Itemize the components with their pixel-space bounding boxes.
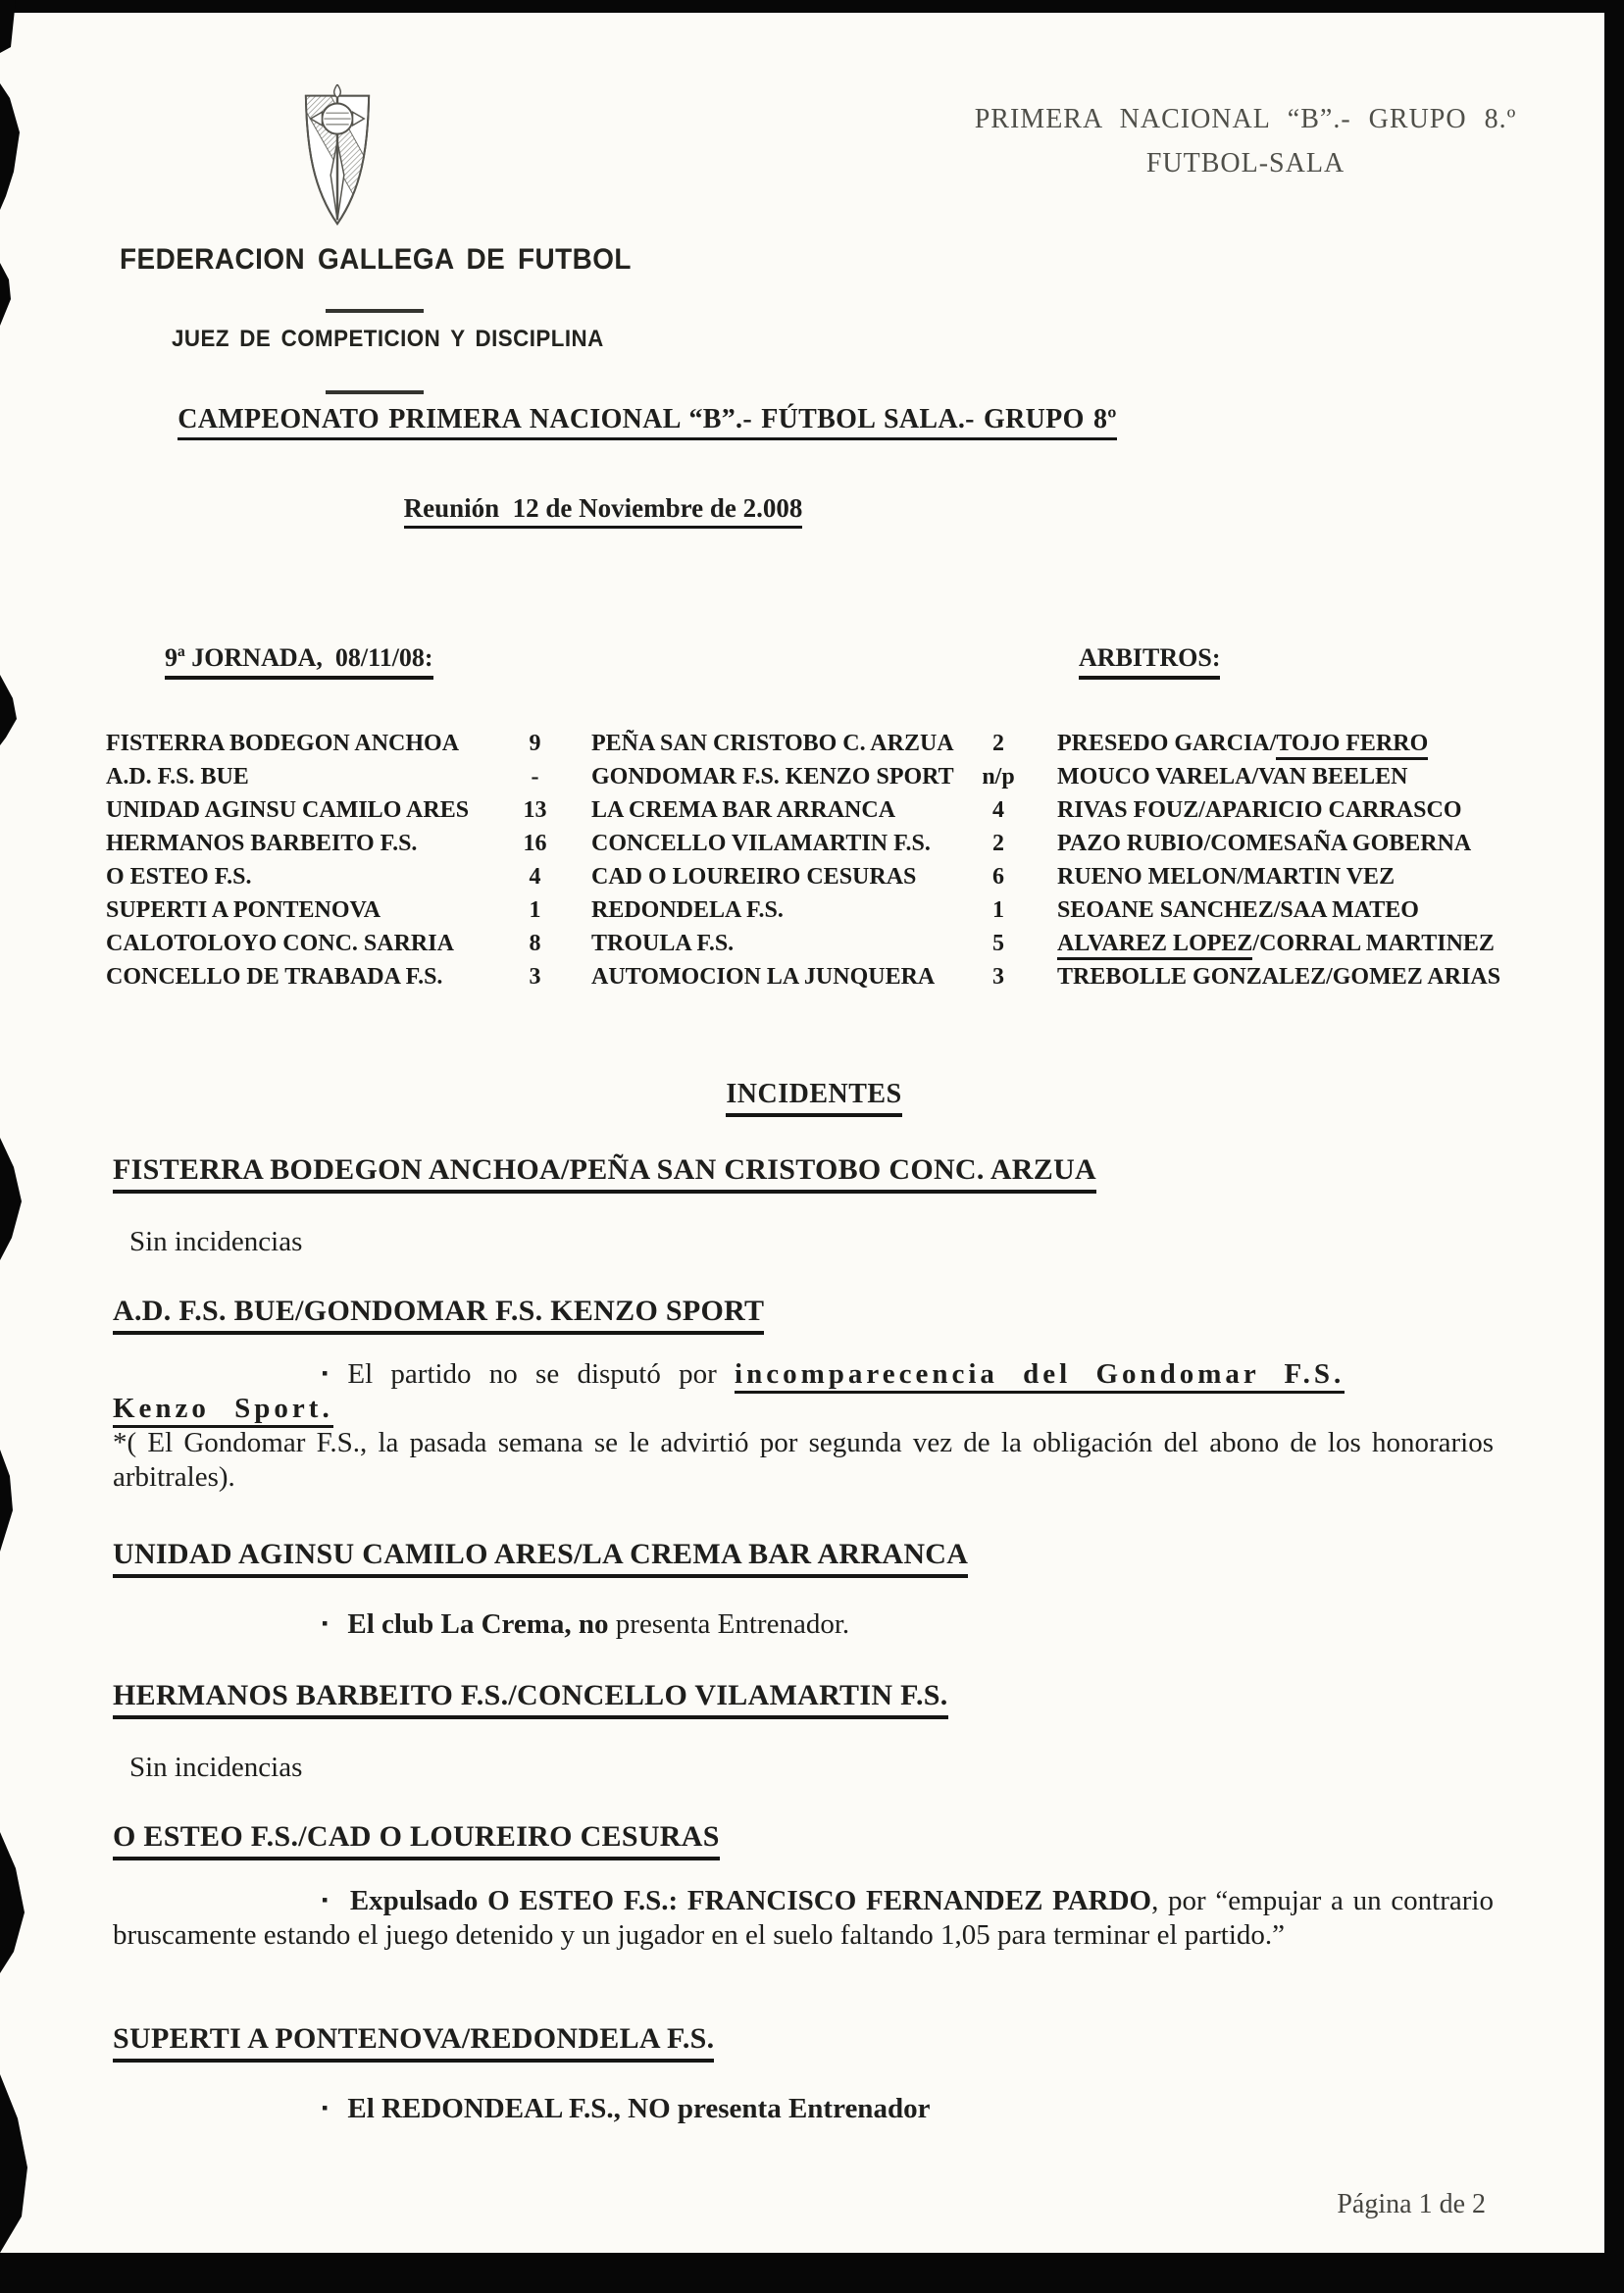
result-row bbox=[106, 827, 1508, 860]
away-team: GONDOMAR F.S. KENZO SPORT bbox=[591, 763, 954, 790]
referee-name: RUENO MELON/MARTIN VEZ bbox=[1057, 863, 1396, 890]
incident-section-heading-text: SUPERTI A PONTENOVA/REDONDELA F.S. bbox=[113, 2022, 714, 2063]
away-score: 3 bbox=[992, 963, 1004, 990]
incident-paragraph bbox=[113, 1356, 1494, 1426]
referee-pair bbox=[1057, 964, 1508, 991]
away-score: 5 bbox=[992, 930, 1004, 956]
home-score: 9 bbox=[529, 730, 541, 756]
referee-name: MOUCO VARELA/VAN BEELEN bbox=[1057, 763, 1408, 790]
document-title-text: CAMPEONATO PRIMERA NACIONAL “B”.- FÚTBOL SALA.- GRUPO 8º bbox=[178, 404, 1117, 440]
away-score: 2 bbox=[992, 730, 1004, 756]
meeting-date-text: Reunión 12 de Noviembre de 2.008 bbox=[404, 493, 803, 529]
home-team: HERMANOS BARBEITO F.S. bbox=[106, 830, 418, 856]
incident-text-bold: El REDONDEAL F.S., NO presenta Entrenador bbox=[347, 2093, 931, 2124]
home-score: 8 bbox=[529, 930, 541, 956]
incident-body bbox=[113, 1606, 1494, 1642]
away-score: n/p bbox=[982, 763, 1015, 790]
bullet-icon: ▪ bbox=[322, 1613, 329, 1633]
federation-crest-logo bbox=[294, 84, 381, 229]
referee-pair bbox=[1057, 897, 1508, 924]
scan-edge-right bbox=[1604, 0, 1624, 2293]
incident-section-heading-text: FISTERRA BODEGON ANCHOA/PEÑA SAN CRISTOBO CONC. ARZUA bbox=[113, 1153, 1096, 1194]
org-name: FEDERACION GALLEGA DE FUTBOL bbox=[120, 243, 632, 276]
incident-body bbox=[113, 1356, 1494, 1495]
matchday-heading bbox=[165, 643, 433, 680]
referee-name: PRESEDO GARCIA/ bbox=[1057, 730, 1277, 756]
competition-header bbox=[922, 104, 1569, 179]
page-number: Página 1 de 2 bbox=[1337, 2189, 1486, 2219]
competition-line2: FUTBOL-SALA bbox=[1145, 148, 1345, 178]
away-team: TROULA F.S. bbox=[591, 930, 735, 956]
result-row bbox=[106, 760, 1508, 793]
incident-section-heading bbox=[113, 1538, 968, 1578]
referee-pair bbox=[1057, 831, 1508, 857]
away-team: REDONDELA F.S. bbox=[591, 896, 784, 923]
result-row bbox=[106, 893, 1508, 927]
away-score: 2 bbox=[992, 830, 1004, 856]
home-team: FISTERRA BODEGON ANCHOA bbox=[106, 730, 460, 756]
referee-name: PAZO RUBIO/COMESAÑA GOBERNA bbox=[1057, 830, 1472, 856]
incident-body: Sin incidencias bbox=[129, 1752, 303, 1783]
home-score: 3 bbox=[529, 963, 541, 990]
referee-pair bbox=[1057, 864, 1508, 891]
scan-edge-left bbox=[0, 0, 39, 2293]
incident-section-heading-text: UNIDAD AGINSU CAMILO ARES/LA CREMA BAR ARRANCA bbox=[113, 1538, 968, 1578]
incident-section-heading bbox=[113, 1295, 764, 1335]
referee-pair bbox=[1057, 931, 1508, 957]
referee-pair bbox=[1057, 797, 1508, 824]
away-score: 1 bbox=[992, 896, 1004, 923]
incident-body bbox=[113, 2091, 1494, 2126]
letterhead-rule bbox=[326, 309, 424, 313]
home-score: 13 bbox=[523, 796, 547, 823]
home-score: 1 bbox=[529, 896, 541, 923]
incident-text-emphasis: Kenzo Sport. bbox=[113, 1393, 333, 1428]
referees-heading bbox=[1079, 643, 1220, 680]
referees-heading-text: ARBITROS: bbox=[1079, 643, 1220, 680]
result-row bbox=[106, 793, 1508, 827]
result-row bbox=[106, 860, 1508, 893]
referee-name-underlined: TOJO FERRO bbox=[1276, 731, 1428, 760]
incident-section-heading-text: O ESTEO F.S./CAD O LOUREIRO CESURAS bbox=[113, 1820, 720, 1860]
referee-name: TREBOLLE GONZALEZ/GOMEZ ARIAS bbox=[1057, 963, 1501, 990]
home-team: A.D. F.S. BUE bbox=[106, 763, 249, 790]
home-team: UNIDAD AGINSU CAMILO ARES bbox=[106, 796, 470, 823]
home-score: 4 bbox=[529, 863, 541, 890]
home-score: - bbox=[531, 763, 539, 790]
away-score: 4 bbox=[992, 796, 1004, 823]
matchday-heading-text: 9ª JORNADA, 08/11/08: bbox=[165, 643, 433, 680]
away-team: LA CREMA BAR ARRANCA bbox=[591, 796, 896, 823]
away-team: CAD O LOUREIRO CESURAS bbox=[591, 863, 917, 890]
bullet-icon: ▪ bbox=[322, 1363, 329, 1383]
competition-line1: PRIMERA NACIONAL “B”.- GRUPO 8.º bbox=[974, 104, 1517, 134]
away-score: 6 bbox=[992, 863, 1004, 890]
org-department: JUEZ DE COMPETICION Y DISCIPLINA bbox=[172, 326, 604, 352]
result-row bbox=[106, 727, 1508, 760]
scan-edge-bottom bbox=[0, 2253, 1624, 2293]
home-team: O ESTEO F.S. bbox=[106, 863, 252, 890]
incident-section-heading bbox=[113, 1820, 720, 1860]
referee-name: RIVAS FOUZ/APARICIO CARRASCO bbox=[1057, 796, 1462, 823]
document-title bbox=[113, 404, 1182, 440]
referee-name: SEOANE SANCHEZ/SAA MATEO bbox=[1057, 896, 1419, 923]
home-score: 16 bbox=[523, 830, 547, 856]
incident-text: El partido no se disputó por bbox=[347, 1358, 736, 1390]
incident-text-bold: El club La Crema, no bbox=[347, 1608, 609, 1640]
scan-edge-top bbox=[0, 0, 1624, 13]
incident-section-heading bbox=[113, 1679, 948, 1719]
incident-note: *( El Gondomar F.S., la pasada semana se le advirtió por segunda vez de la obligación del abono de los honorarios arbitrales). bbox=[113, 1427, 1494, 1493]
home-team: SUPERTI A PONTENOVA bbox=[106, 896, 381, 923]
referee-pair bbox=[1057, 731, 1508, 757]
result-row bbox=[106, 960, 1508, 994]
incident-section-heading-text: A.D. F.S. BUE/GONDOMAR F.S. KENZO SPORT bbox=[113, 1295, 764, 1335]
referee-pair bbox=[1057, 764, 1508, 790]
incidents-heading-text: INCIDENTES bbox=[726, 1079, 901, 1117]
incident-section-heading bbox=[113, 1153, 1096, 1194]
meeting-date bbox=[113, 493, 1093, 529]
home-team: CALOTOLOYO CONC. SARRIA bbox=[106, 930, 454, 956]
incident-section-heading-text: HERMANOS BARBEITO F.S./CONCELLO VILAMARTIN F.S. bbox=[113, 1679, 948, 1719]
referee-name-underlined: ALVAREZ LOPEZ bbox=[1057, 931, 1252, 960]
incident-section-heading bbox=[113, 2022, 714, 2063]
away-team: PEÑA SAN CRISTOBO C. ARZUA bbox=[591, 730, 954, 756]
away-team: CONCELLO VILAMARTIN F.S. bbox=[591, 830, 931, 856]
incident-text-bold: Expulsado O ESTEO F.S.: FRANCISCO FERNANDEZ PARDO bbox=[349, 1885, 1152, 1916]
incident-text: presenta Entrenador. bbox=[608, 1608, 850, 1640]
incident-body: Sin incidencias bbox=[129, 1226, 303, 1257]
result-row bbox=[106, 927, 1508, 960]
incidents-heading bbox=[113, 1079, 1515, 1117]
results-table bbox=[106, 727, 1508, 994]
incident-text: , por “empujar a un contrario bruscamente estando el juego detenido y un jugador en el suelo faltando 1,05 para terminar el partido.” bbox=[113, 1885, 1494, 1951]
incident-text-emphasis: incomparecencia del Gondomar F.S. bbox=[735, 1358, 1345, 1394]
letterhead-rule bbox=[326, 390, 424, 394]
incident-body bbox=[113, 1883, 1494, 1953]
bullet-icon: ▪ bbox=[322, 2098, 329, 2117]
referee-name: /CORRAL MARTINEZ bbox=[1252, 930, 1495, 956]
away-team: AUTOMOCION LA JUNQUERA bbox=[591, 963, 936, 990]
home-team: CONCELLO DE TRABADA F.S. bbox=[106, 963, 443, 990]
bullet-icon: ▪ bbox=[322, 1890, 330, 1910]
